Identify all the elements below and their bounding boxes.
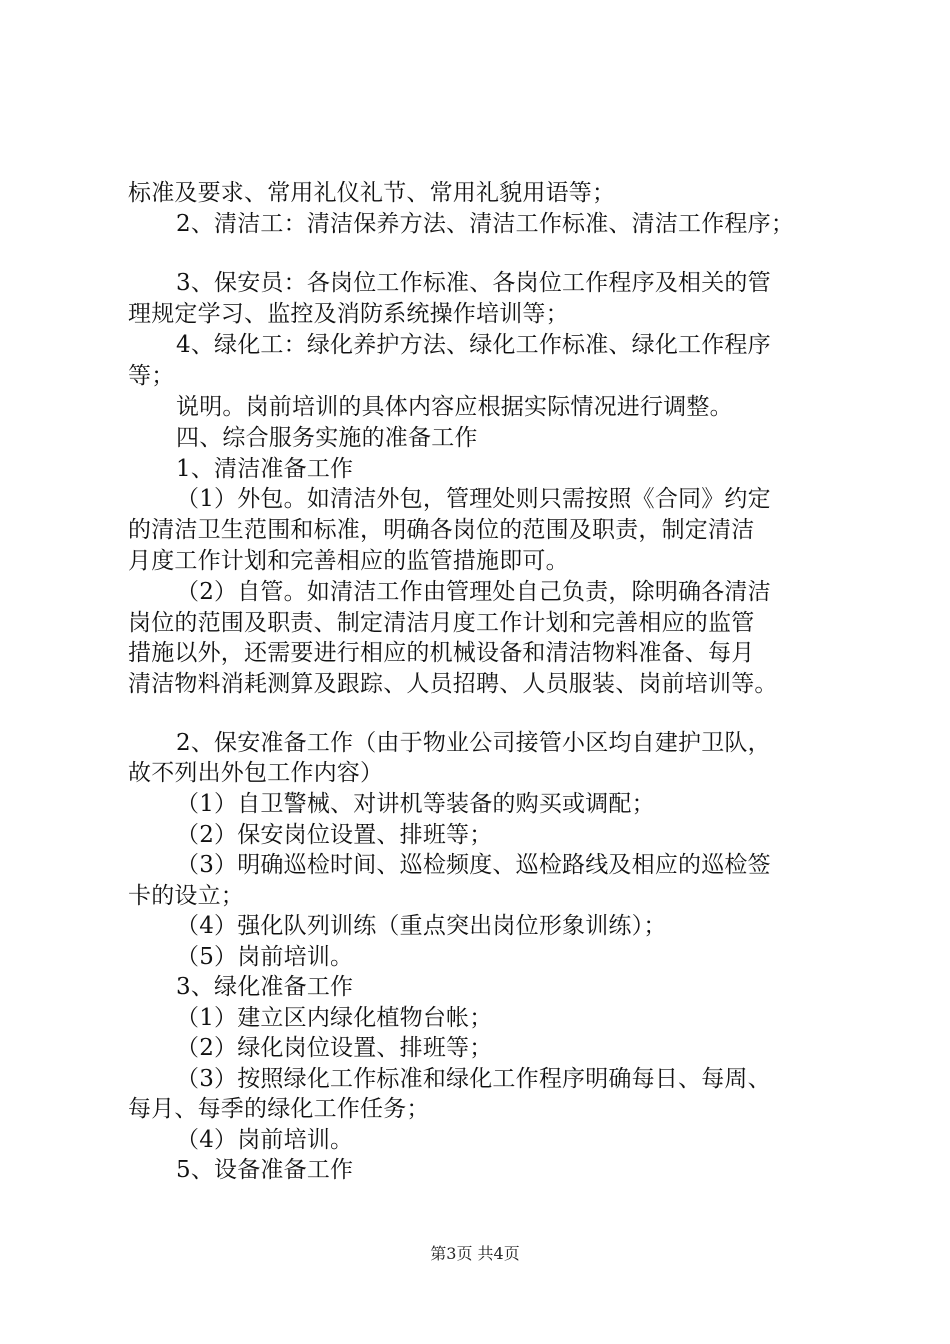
section-heading: 四、综合服务实施的准备工作 bbox=[176, 425, 478, 451]
list-item: （1）建立区内绿化植物台帐； bbox=[176, 1005, 493, 1031]
subsection-heading: 1、清洁准备工作 bbox=[176, 456, 354, 482]
text-line: 2、清洁工：清洁保养方法、清洁工作标准、清洁工作程序； bbox=[176, 211, 795, 237]
page-number-footer: 第3页 共4页 bbox=[430, 1244, 520, 1263]
text-line: 说明。岗前培训的具体内容应根据实际情况进行调整。 bbox=[176, 394, 733, 420]
list-item: （4）强化队列训练（重点突出岗位形象训练）； bbox=[176, 913, 667, 939]
list-item: （3）按照绿化工作标准和绿化工作程序明确每日、每周、 bbox=[176, 1066, 771, 1092]
text-line: 每月、每季的绿化工作任务； bbox=[128, 1096, 430, 1122]
list-item: （4）岗前培训。 bbox=[176, 1127, 354, 1153]
text-line: 标准及要求、常用礼仪礼节、常用礼貌用语等； bbox=[128, 180, 616, 206]
subsection-heading: 2、保安准备工作（由于物业公司接管小区均自建护卫队， bbox=[176, 730, 771, 756]
subsection-heading: 3、绿化准备工作 bbox=[176, 974, 354, 1000]
text-line: 的清洁卫生范围和标准，明确各岗位的范围及职责，制定清洁 bbox=[128, 517, 755, 543]
text-line: 措施以外，还需要进行相应的机械设备和清洁物料准备、每月 bbox=[128, 640, 755, 666]
text-line: 清洁物料消耗测算及跟踪、人员招聘、人员服装、岗前培训等。 bbox=[128, 671, 778, 697]
text-line: 岗位的范围及职责、制定清洁月度工作计划和完善相应的监管 bbox=[128, 610, 755, 636]
list-item: （2）绿化岗位设置、排班等； bbox=[176, 1035, 493, 1061]
text-line: （2）自管。如清洁工作由管理处自己负责，除明确各清洁 bbox=[176, 579, 771, 605]
list-item: （1）自卫警械、对讲机等装备的购买或调配； bbox=[176, 791, 655, 817]
list-item: （5）岗前培训。 bbox=[176, 944, 354, 970]
text-line: 月度工作计划和完善相应的监管措施即可。 bbox=[128, 548, 569, 574]
text-line: 理规定学习、监控及消防系统操作培训等； bbox=[128, 301, 569, 327]
subsection-heading: 5、设备准备工作 bbox=[176, 1157, 354, 1183]
text-line: （1）外包。如清洁外包，管理处则只需按照《合同》约定 bbox=[176, 486, 771, 512]
text-line: 4、绿化工：绿化养护方法、绿化工作标准、绿化工作程序 bbox=[176, 332, 771, 358]
text-line: 故不列出外包工作内容） bbox=[128, 760, 384, 786]
text-line: 卡的设立； bbox=[128, 883, 244, 909]
list-item: （3）明确巡检时间、巡检频度、巡检路线及相应的巡检签 bbox=[176, 852, 771, 878]
list-item: （2）保安岗位设置、排班等； bbox=[176, 822, 493, 848]
text-line: 等； bbox=[128, 363, 175, 389]
text-line: 3、保安员：各岗位工作标准、各岗位工作程序及相关的管 bbox=[176, 270, 771, 296]
